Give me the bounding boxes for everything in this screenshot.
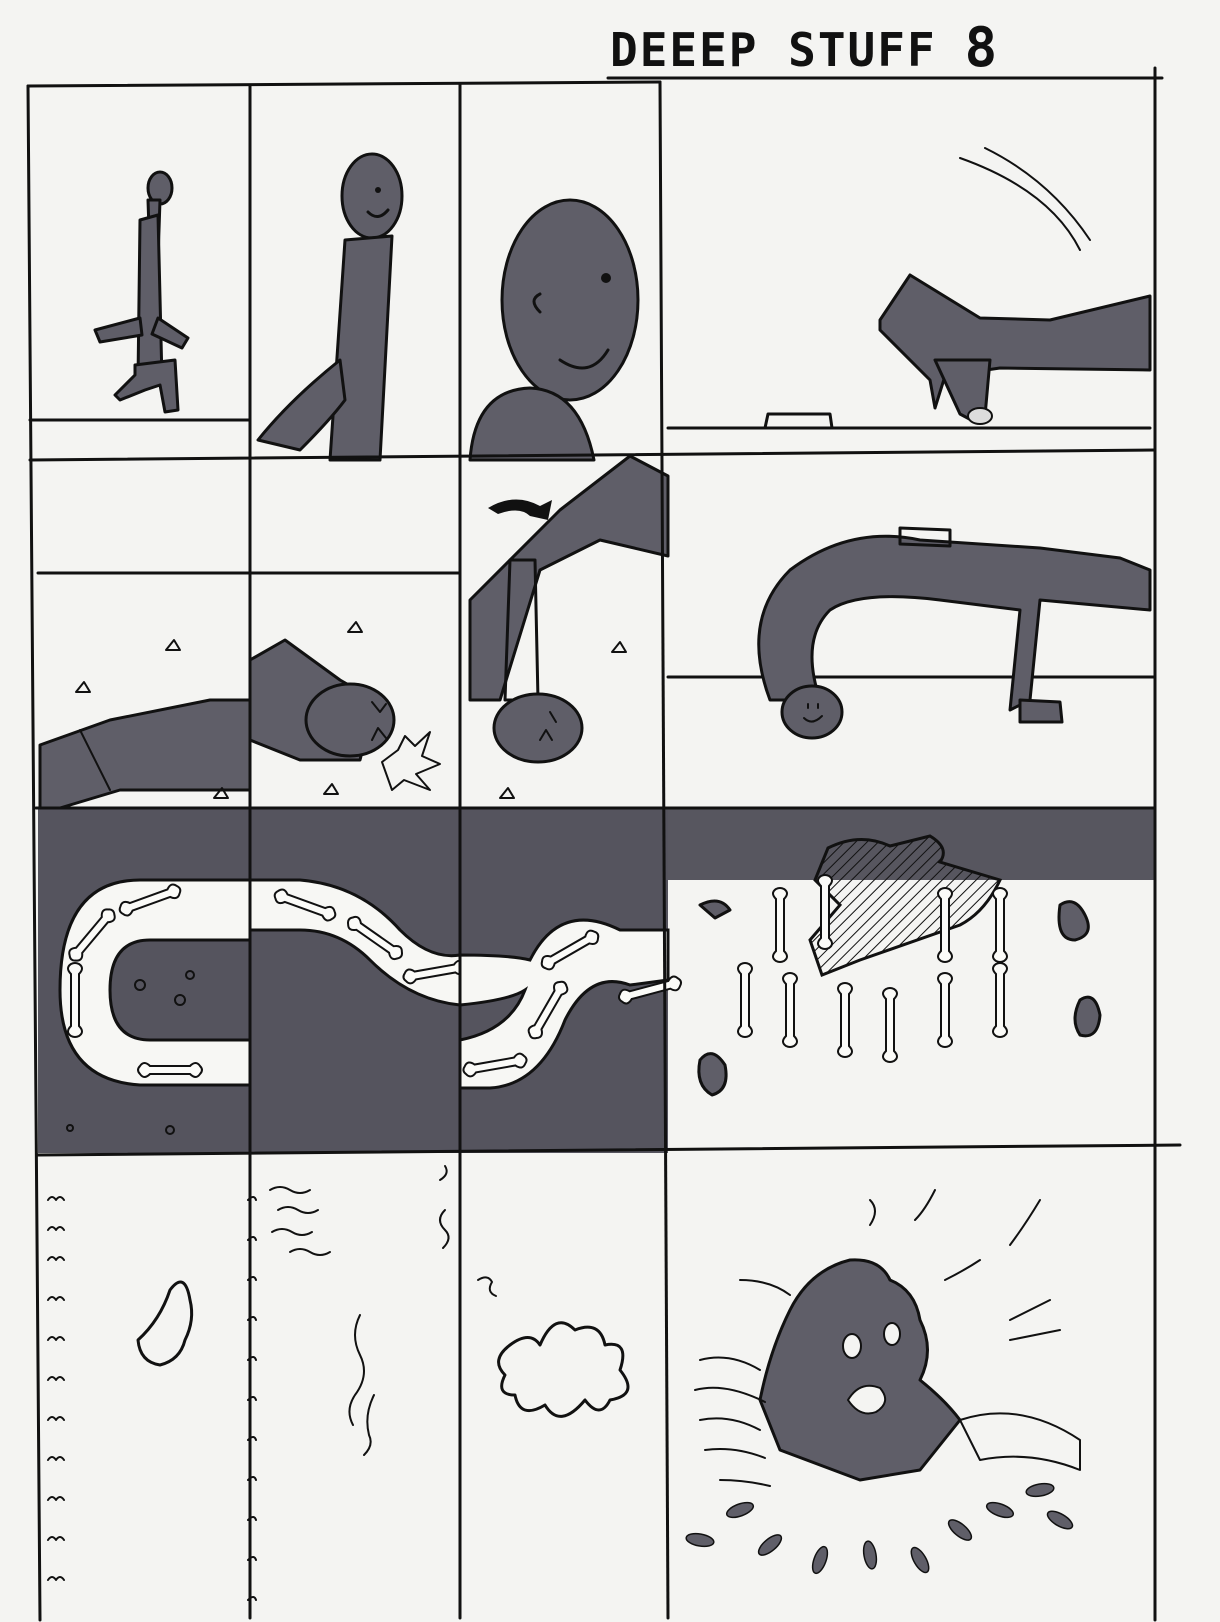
panel-2-3 bbox=[470, 456, 668, 798]
panel-4-3 bbox=[478, 1277, 628, 1416]
panel-1-2 bbox=[258, 154, 402, 460]
panel-4-1 bbox=[48, 1197, 192, 1580]
panel-2-4 bbox=[668, 528, 1154, 738]
title-text: DEEEP STUFF bbox=[610, 23, 937, 77]
page-number: 8 bbox=[964, 16, 1000, 79]
panel-1-4 bbox=[668, 148, 1150, 428]
panel-1-1 bbox=[30, 172, 250, 420]
panel-2-1 bbox=[38, 573, 250, 808]
panel-4-4-creature bbox=[685, 1190, 1080, 1575]
panel-1-3 bbox=[470, 200, 638, 460]
panel-2-2 bbox=[250, 573, 460, 794]
panel-4-2 bbox=[248, 1166, 449, 1600]
